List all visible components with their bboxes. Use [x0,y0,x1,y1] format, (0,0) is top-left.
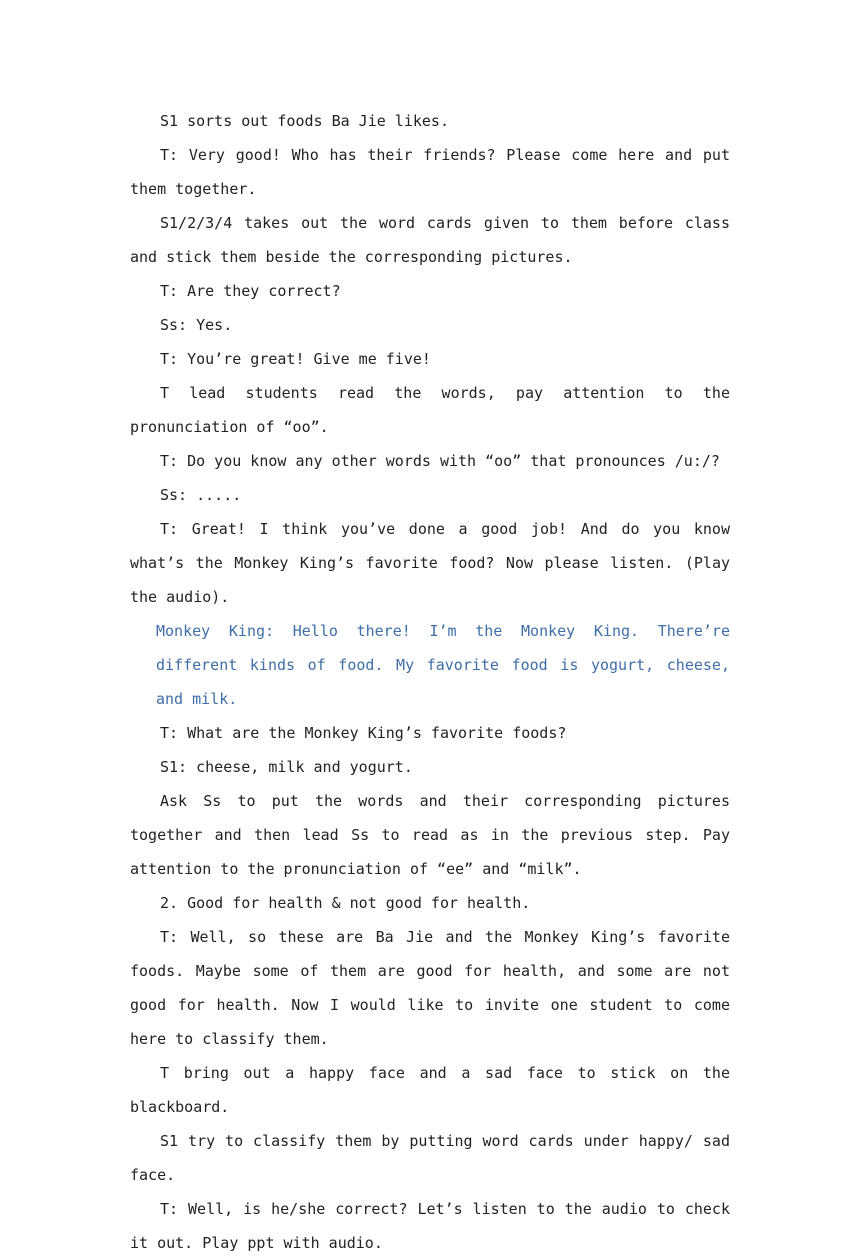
paragraph-check-audio: T: Well, is he/she correct? Let’s listen to the audio to check it out. Play ppt with audio. [130,1200,730,1252]
audio-transcript: Monkey King: Hello there! I’m the Monkey King. There’re different kinds of food. My favorite food is yogurt, cheese, and milk. [156,622,730,708]
paragraph-happy-sad-face: T bring out a happy face and a sad face to stick on the blackboard. [130,1064,730,1116]
paragraph-s1-sorts: S1 sorts out foods Ba Jie likes. [160,112,449,130]
paragraph-teacher-friends: T: Very good! Who has their friends? Please come here and put them together. [130,146,730,198]
section-heading-health: 2. Good for health & not good for health. [160,894,531,912]
paragraph-s1-answer: S1: cheese, milk and yogurt. [160,758,413,776]
paragraph-monkey-king-question: T: Great! I think you’ve done a good job! And do you know what’s the Monkey King’s favorite food? Now please listen. (Play the audio). [130,520,730,606]
paragraph-word-cards: S1/2/3/4 takes out the word cards given to them before class and stick them beside the corresponding pictures. [130,214,730,266]
paragraph-pronunciation-oo: T lead students read the words, pay attention to the pronunciation of “oo”. [130,384,730,436]
paragraph-favorite-foods-question: T: What are the Monkey King’s favorite foods? [160,724,567,742]
paragraph-put-words-together: Ask Ss to put the words and their corresponding pictures together and then lead Ss to read as in the previous step. Pay attention to the pronunciation of “ee” and “milk”. [130,792,730,878]
paragraph-students-dots: Ss: ..... [160,486,242,504]
paragraph-classify-foods: T: Well, so these are Ba Jie and the Monkey King’s favorite foods. Maybe some of them are good for health, and some are not good for health. Now I would like to invite one student to come here to classify them. [130,928,730,1048]
paragraph-give-five: T: You’re great! Give me five! [160,350,431,368]
paragraph-other-words: T: Do you know any other words with “oo” that pronounces /u:/? [160,452,720,470]
paragraph-teacher-correct: T: Are they correct? [160,282,341,300]
paragraph-students-yes: Ss: Yes. [160,316,233,334]
paragraph-s1-classify: S1 try to classify them by putting word cards under happy/ sad face. [130,1132,730,1184]
document-page [130,104,730,1260]
